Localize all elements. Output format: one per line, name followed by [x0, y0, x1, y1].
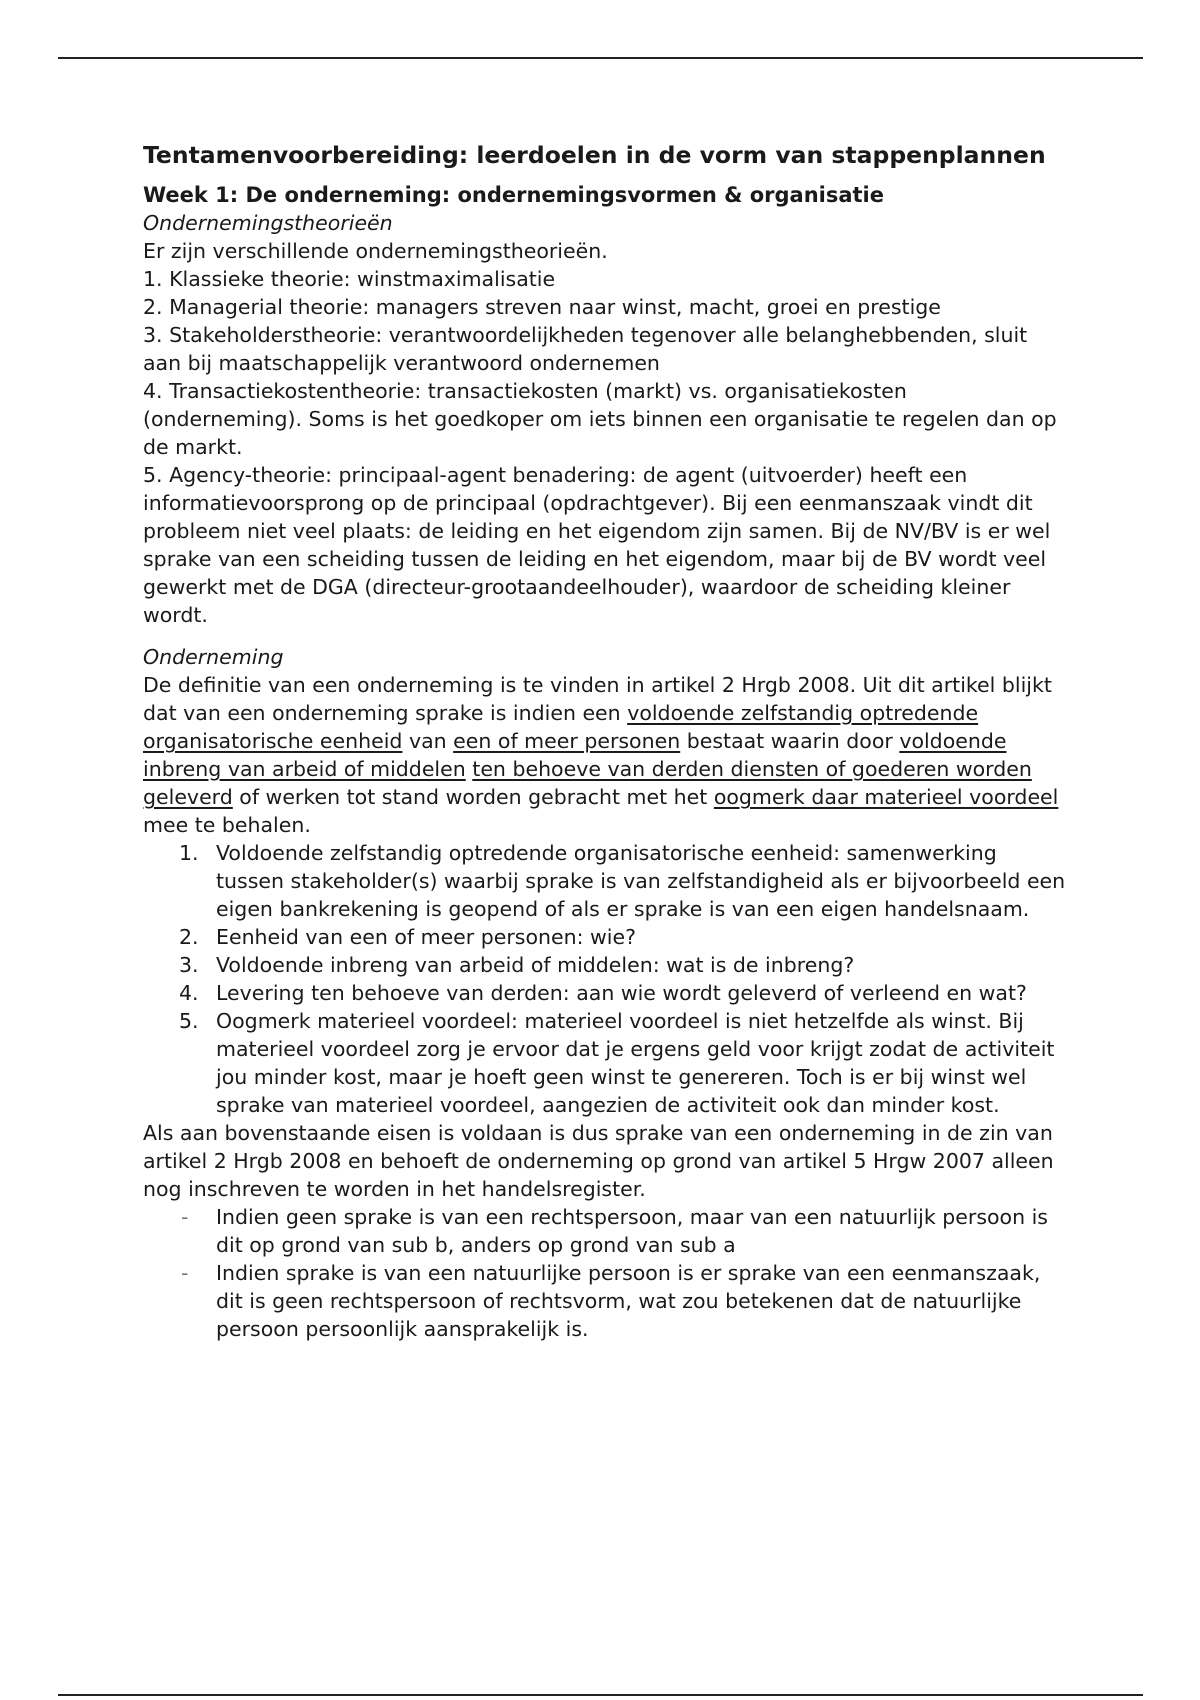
list-item: 3. Voldoende inbreng van arbeid of middelen: wat is de inbreng?	[179, 953, 855, 977]
document-title: Tentamenvoorbereiding: leerdoelen in de vorm van stappenplannen	[143, 141, 1046, 169]
bullet-list	[143, 1203, 1068, 1343]
list-item: 5. Oogmerk materieel voordeel: materieel voordeel is niet hetzelfde als winst. Bij materieel voordeel zorg je ervoor dat je ergens geld voor krijgt zodat de activiteit jou minder kost, maar je hoeft geen winst te genereren. Toch is er bij winst wel sprake van materieel voordeel, aangezien de activiteit ook dan minder kost.	[179, 1009, 1055, 1117]
list-item: - Indien geen sprake is van een rechtspersoon, maar van een natuurlijk persoon is dit op grond van sub b, anders op grond van sub a	[181, 1205, 1048, 1257]
list-item: 2. Eenheid van een of meer personen: wie?	[179, 925, 636, 949]
definition-paragraph: De definitie van een onderneming is te vinden in artikel 2 Hrgb 2008. Uit dit artikel blijkt dat van een onderneming sprake is indien een voldoende zelfstandig optredende organisatorische eenheid van een of meer personen bestaat waarin door voldoende inbreng van arbeid of middelen ten behoeve van derden diensten of goederen worden geleverd of werken tot stand worden gebracht met het oogmerk daar materieel voordeel mee te behalen.	[143, 673, 1059, 837]
theory-item: 2. Managerial theorie: managers streven naar winst, macht, groei en prestige	[143, 295, 941, 319]
conclusion-paragraph: Als aan bovenstaande eisen is voldaan is dus sprake van een onderneming in de zin van artikel 2 Hrgb 2008 en behoeft de onderneming op grond van artikel 5 Hrgw 2007 alleen nog inschreven te worden in het handelsregister.	[143, 1121, 1054, 1201]
theory-item: 3. Stakeholderstheorie: verantwoordelijkheden tegenover alle belanghebbenden, sluit aan bij maatschappelijk verantwoord ondernemen	[143, 323, 1028, 375]
underlined-term: oogmerk daar materieel voordeel	[713, 785, 1059, 809]
theory-item: 4. Transactiekostentheorie: transactiekosten (markt) vs. organisatiekosten (onderneming). Soms is het goedkoper om iets binnen een organisatie te regelen dan op de markt.	[143, 379, 1057, 459]
onderneming-subheading: Onderneming	[143, 645, 284, 669]
list-item: 1. Voldoende zelfstandig optredende organisatorische eenheid: samenwerking tussen stakeholder(s) waarbij sprake is van zelfstandigheid als er bijvoorbeeld een eigen bankrekening is geopend of als er sprake is van een eigen handelsnaam.	[179, 841, 1066, 921]
list-item: - Indien sprake is van een natuurlijke persoon is er sprake van een eenmanszaak, dit is geen rechtspersoon of rechtsvorm, wat zou betekenen dat de natuurlijke persoon persoonlijk aansprakelijk is.	[181, 1261, 1041, 1341]
week-1-heading: Week 1: De onderneming: ondernemingsvormen & organisatie	[143, 183, 884, 207]
criteria-list	[143, 839, 1068, 1119]
theories-subheading: Ondernemingstheorieën	[143, 211, 393, 235]
underlined-term: voldoende inbreng van arbeid of middelen	[143, 729, 1007, 781]
header-rule	[58, 57, 1143, 59]
footer-rule	[58, 1694, 1143, 1696]
underlined-term: voldoende zelfstandig optredende organisatorische eenheid	[143, 701, 979, 753]
underlined-term: een of meer personen	[453, 729, 681, 753]
theory-item: 1. Klassieke theorie: winstmaximalisatie	[143, 267, 556, 291]
underlined-term: ten behoeve van derden diensten of goederen worden geleverd	[143, 757, 1032, 809]
theory-item: 5. Agency-theorie: principaal-agent benadering: de agent (uitvoerder) heeft een informatievoorsprong op de principaal (opdrachtgever). Bij een eenmanszaak vindt dit probleem niet veel plaats: de leiding en het eigendom zijn samen. Bij de NV/BV is er wel sprake van een scheiding tussen de leiding en het eigendom, maar bij de BV wordt veel gewerkt met de DGA (directeur-grootaandeelhouder), waardoor de scheiding kleiner wordt.	[143, 463, 1051, 627]
list-item: 4. Levering ten behoeve van derden: aan wie wordt geleverd of verleend en wat?	[179, 981, 1027, 1005]
theories-intro: Er zijn verschillende ondernemingstheorieën.	[143, 239, 608, 263]
document-body	[143, 140, 1068, 1343]
